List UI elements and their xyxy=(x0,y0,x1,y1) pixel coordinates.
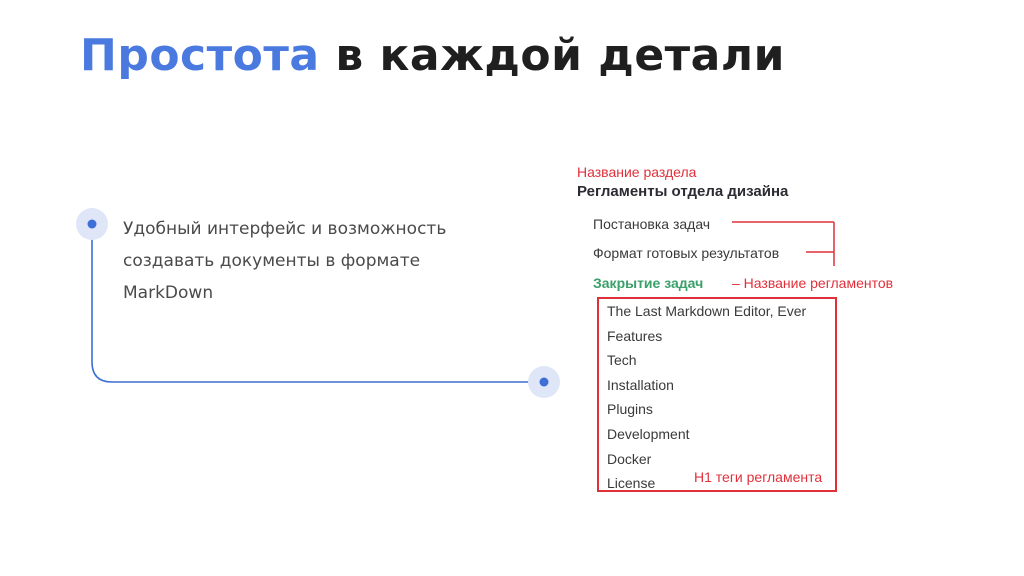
description-line: Удобный интерфейс и возможность xyxy=(123,219,447,239)
description-line: создавать документы в формате xyxy=(123,251,421,271)
h1-tag: Installation xyxy=(607,376,674,393)
h1-annotation: H1 теги регламента xyxy=(694,469,823,485)
h1-tag: Features xyxy=(607,327,663,344)
section-title: Регламенты отдела дизайна xyxy=(577,183,789,200)
doc-item: Формат готовых результатов xyxy=(593,245,780,261)
title-accent: Простота xyxy=(80,30,320,81)
title-rest: в каждой детали xyxy=(319,30,785,81)
h1-tag: License xyxy=(607,475,656,492)
doc-item: Постановка задач xyxy=(593,216,711,232)
regulations-annotation: – Название регламентов xyxy=(732,275,894,291)
h1-tag: The Last Markdown Editor, Ever xyxy=(607,303,807,319)
h1-tag: Docker xyxy=(607,450,652,467)
active-doc-item: Закрытие задач xyxy=(593,275,704,291)
h1-tag: Tech xyxy=(607,352,637,369)
h1-tag: Development xyxy=(607,425,690,442)
h1-tag: Plugins xyxy=(607,401,653,418)
description-line: MarkDown xyxy=(123,283,214,303)
section-annotation: Название раздела xyxy=(577,164,697,180)
